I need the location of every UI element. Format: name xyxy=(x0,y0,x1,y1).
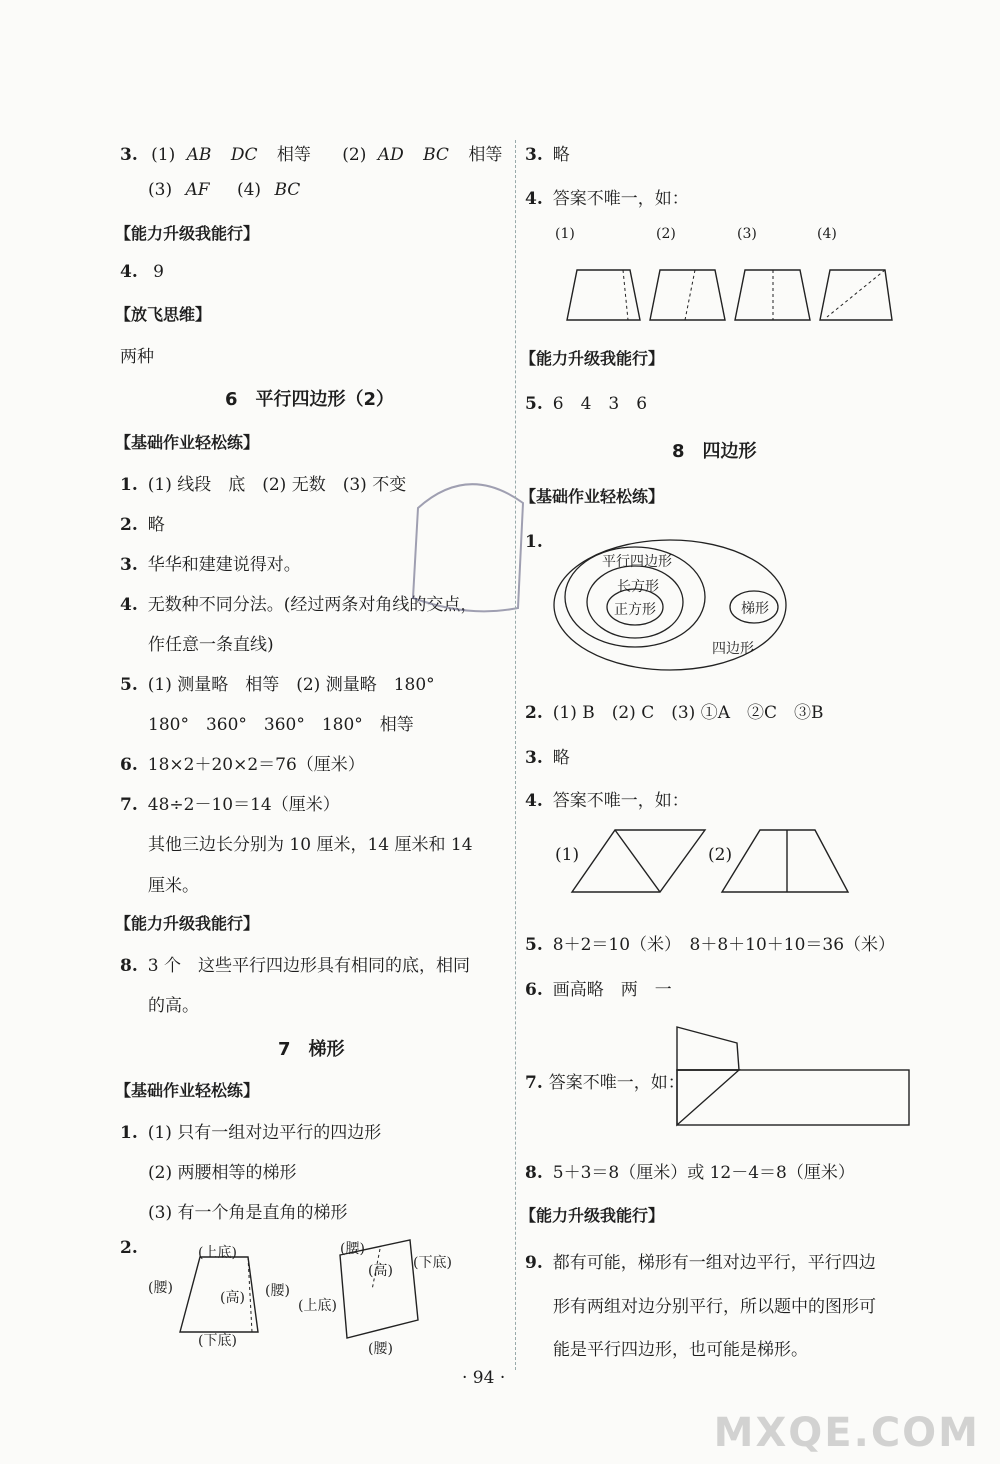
q-number: 8. xyxy=(120,956,138,976)
q-number: 2. xyxy=(525,703,543,723)
r8-q9-cont2: 能是平行四边形，也可能是梯形。 xyxy=(553,1340,808,1360)
answer-text: 答案不唯一，如： xyxy=(552,791,689,811)
section-heading: 【放飞思维】 xyxy=(115,305,212,324)
s6-q2 xyxy=(120,510,165,535)
division-figures xyxy=(570,825,860,895)
seg-ad: AD xyxy=(377,145,404,165)
seg-af: AF xyxy=(185,180,210,200)
label-height: (高) xyxy=(368,1263,393,1279)
section-heading: 【基础作业轻松练】 xyxy=(115,433,260,452)
q-number: 1. xyxy=(525,532,543,552)
seg-dc: DC xyxy=(230,145,258,165)
label-top-base: (上底) xyxy=(198,1245,237,1261)
q-number: 2. xyxy=(120,515,138,535)
answer-text: 华华和建建说得对。 xyxy=(147,555,301,575)
answer-text: 8＋2＝10（米） 8＋8＋10＋10＝36（米） xyxy=(552,935,896,955)
label-leg: (腰) xyxy=(340,1241,365,1257)
sub-label: (3) xyxy=(148,180,173,200)
s6-q5-cont: 180° 360° 360° 180° 相等 xyxy=(148,715,414,735)
s6-q7 xyxy=(120,790,340,815)
trapezoid-division-figures xyxy=(565,265,895,325)
section-heading: 【能力升级我能行】 xyxy=(520,1206,665,1225)
s6-q8 xyxy=(120,951,470,976)
r-q5 xyxy=(525,389,647,414)
q-number: 6. xyxy=(525,980,543,1000)
answer-text: 3 个 这些平行四边形具有相同的底，相同 xyxy=(147,956,470,976)
s6-q3 xyxy=(120,550,301,575)
seg-ab: AB xyxy=(186,145,212,165)
q-number: 5. xyxy=(525,935,543,955)
r8-q4-label2: (2) xyxy=(708,845,733,865)
answer-text: 相等 xyxy=(468,145,503,165)
answer-text: 略 xyxy=(552,145,570,165)
fig-label-1: (1) xyxy=(555,226,575,242)
answer-text: (1) 线段 底 (2) 无数 (3) 不变 xyxy=(147,475,407,495)
answer-text: 答案不唯一，如： xyxy=(548,1073,685,1093)
fig-label-4: (4) xyxy=(817,226,837,242)
q-number: 1. xyxy=(120,475,138,495)
answer-text: 相等 xyxy=(276,145,311,165)
section-heading: 【能力升级我能行】 xyxy=(115,914,260,933)
r8-q4 xyxy=(525,786,689,811)
fig-label-3: (3) xyxy=(737,226,757,242)
venn-label-trapezoid: 梯形 xyxy=(741,601,769,617)
s7-q1-c: (3) 有一个角是直角的梯形 xyxy=(148,1203,348,1223)
venn-label-square: 正方形 xyxy=(614,602,656,618)
left-q3-line1 xyxy=(120,140,502,165)
label-bottom-base: (下底) xyxy=(413,1255,452,1271)
q-number: 3. xyxy=(525,145,543,165)
cut-rearrange-figure xyxy=(675,1025,915,1130)
q-number: 4. xyxy=(525,189,543,209)
q-number: 3. xyxy=(525,748,543,768)
answer-text: 48÷2－10＝14（厘米） xyxy=(147,795,340,815)
seg-bc: BC xyxy=(423,145,449,165)
answer-text: 略 xyxy=(552,748,570,768)
section-heading: 【能力升级我能行】 xyxy=(520,349,665,368)
label-height: (高) xyxy=(220,1290,245,1306)
answer-text: 都有可能，梯形有一组对边平行，平行四边 xyxy=(552,1253,876,1273)
left-q3-line2 xyxy=(148,180,300,200)
fig-label-2: (2) xyxy=(656,226,676,242)
right-trapezoid-shape xyxy=(180,1257,258,1332)
r8-q7 xyxy=(525,1068,685,1093)
answer-text: (1) 只有一组对边平行的四边形 xyxy=(147,1123,382,1143)
r8-q9-cont: 形有两组对边分别平行，所以题中的图形可 xyxy=(553,1297,876,1317)
answer-text: 18×2＋20×2＝76（厘米） xyxy=(147,755,365,775)
q-number: 8. xyxy=(525,1163,543,1183)
venn-label-parallelogram: 平行四边形 xyxy=(602,554,672,570)
q-number: 3. xyxy=(120,555,138,575)
trapezoid-labels-figure xyxy=(140,1235,440,1365)
q-number: 9. xyxy=(525,1253,543,1273)
label-leg: (腰) xyxy=(368,1341,393,1357)
q-number: 7. xyxy=(525,1073,543,1093)
q-number: 4. xyxy=(120,595,138,615)
s6-q4-cont: 作任意一条直线) xyxy=(148,635,274,655)
answer-text: (1) 测量略 相等 (2) 测量略 180° xyxy=(147,675,435,695)
s6-q8-cont: 的高。 xyxy=(148,996,199,1016)
q-number: 4. xyxy=(120,262,138,282)
q-number: 4. xyxy=(525,791,543,811)
section-title-6: 6 平行四边形（2） xyxy=(225,389,395,410)
r8-q4-label1: (1) xyxy=(555,845,580,865)
r8-q9 xyxy=(525,1248,876,1273)
q-number: 1. xyxy=(120,1123,138,1143)
q-number: 5. xyxy=(525,394,543,414)
answer-text: (1) B (2) C (3) ①A ②C ③B xyxy=(552,703,824,723)
label-leg: (腰) xyxy=(265,1283,290,1299)
label-bottom-base: (下底) xyxy=(198,1333,237,1349)
watermark: MXQE.COM xyxy=(713,1410,980,1456)
answer-text: 5＋3＝8（厘米）或 12－4＝8（厘米） xyxy=(552,1163,855,1183)
sub-label: (4) xyxy=(236,180,262,200)
page-number: · 94 · xyxy=(462,1368,506,1388)
column-divider xyxy=(515,140,516,1370)
s6-q6 xyxy=(120,750,365,775)
label-top-base: (上底) xyxy=(298,1298,337,1314)
sub-label: (1) xyxy=(151,145,176,165)
section-heading: 【基础作业轻松练】 xyxy=(520,487,665,506)
seg-bc: BC xyxy=(274,180,301,200)
answer-text: 6 4 3 6 xyxy=(552,394,648,414)
think-answer: 两种 xyxy=(120,347,154,367)
answer-text: 画高略 两 一 xyxy=(552,980,672,1000)
q-number: 6. xyxy=(120,755,138,775)
s6-q7-cont2: 厘米。 xyxy=(148,876,199,896)
r-q4 xyxy=(525,184,689,209)
r-q3 xyxy=(525,140,570,165)
s7-q1 xyxy=(120,1118,381,1143)
section-title-8: 8 四边形 xyxy=(672,441,757,462)
answer-text: 9 xyxy=(153,262,164,282)
r8-q8 xyxy=(525,1158,855,1183)
q-number: 2. xyxy=(120,1238,138,1258)
answer-text: 略 xyxy=(147,515,165,535)
answer-text: 答案不唯一，如： xyxy=(552,189,689,209)
r8-q6 xyxy=(525,975,672,1000)
label-leg: (腰) xyxy=(148,1280,173,1296)
q-number: 3. xyxy=(120,145,138,165)
s6-q7-cont: 其他三边长分别为 10 厘米，14 厘米和 14 xyxy=(148,835,473,855)
q-number: 5. xyxy=(120,675,138,695)
s6-q5 xyxy=(120,670,435,695)
section-title-7: 7 梯形 xyxy=(278,1039,345,1060)
r8-q5 xyxy=(525,930,895,955)
quadrilateral-venn-diagram xyxy=(550,535,810,675)
section-heading: 【能力升级我能行】 xyxy=(115,224,260,243)
q-number: 7. xyxy=(120,795,138,815)
s6-q1 xyxy=(120,470,406,495)
venn-label-quadrilateral: 四边形 xyxy=(712,641,754,657)
r8-q3 xyxy=(525,743,570,768)
left-q4 xyxy=(120,262,164,282)
sub-label: (2) xyxy=(342,145,367,165)
answer-text: 无数种不同分法。(经过两条对角线的交点， xyxy=(147,595,478,615)
stamp-seal xyxy=(408,468,528,618)
s7-q1-b: (2) 两腰相等的梯形 xyxy=(148,1163,297,1183)
r8-q2 xyxy=(525,698,823,723)
venn-label-rectangle: 长方形 xyxy=(617,579,659,595)
section-heading: 【基础作业轻松练】 xyxy=(115,1081,260,1100)
